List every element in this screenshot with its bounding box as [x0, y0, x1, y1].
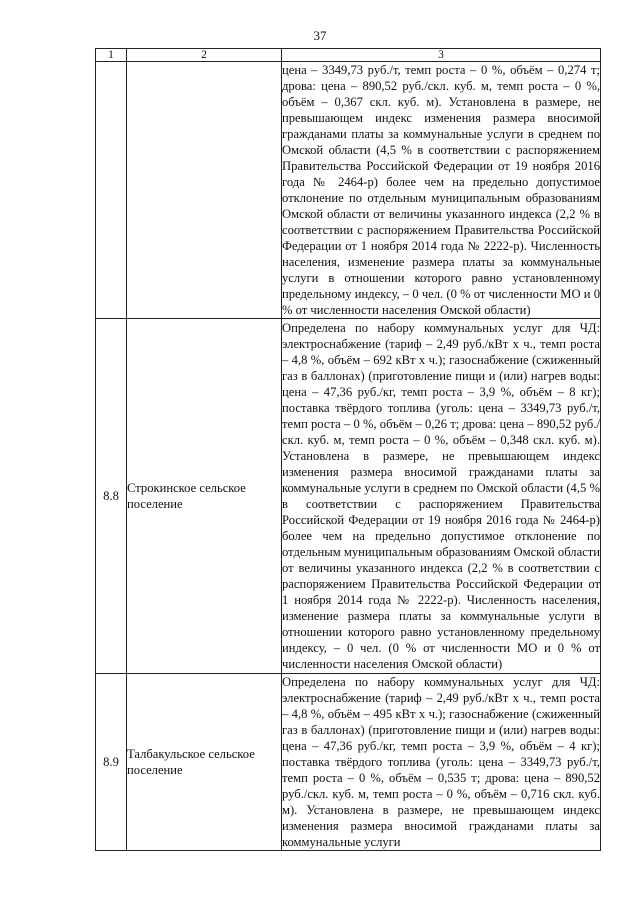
municipality-name — [127, 62, 282, 319]
column-header-3: 3 — [282, 49, 601, 62]
row-number: 8.8 — [96, 319, 127, 674]
tariff-table — [95, 48, 601, 851]
column-header-1: 1 — [96, 49, 127, 62]
municipality-name: Талбакульское сельское поселение — [127, 674, 282, 851]
row-number: 8.9 — [96, 674, 127, 851]
table-row — [96, 62, 601, 319]
municipality-name: Строкинское сельское поселение — [127, 319, 282, 674]
row-description: Определена по набору коммунальных услуг для ЧД: электроснабжение (тариф – 2,49 руб./кВт х ч., темп роста – 4,8 %, объём – 692 кВт х ч.); газоснабжение (сжиженный газ в баллонах) (приготовление пищи и (или) нагрев воды: цена – 47,36 руб./кг, темп роста – 3,9 %, объём – 8 кг); поставка твёрдого топлива (уголь: цена – 3349,73 руб./т, темп роста – 0 %, объём – 0,26 т; дрова: цена – 890,52 руб./скл. куб. м, темп роста – 0 %, объём – 0,348 скл. куб. м). Установлена в размере, не превышающем индекс изменения размера вносимой гражданами платы за коммунальные услуги в среднем по Омской области (4,5 % в соответствии с распоряжением Правительства Российской Федерации от 19 ноября 2016 года № 2464-р) более чем на предельно допустимое отклонение по отдельным муниципальным образованиям Омской области от величины указанного индекса (2,2 % в соответствии с распоряжением Правительства Российской Федерации от 1 ноября 2014 года № 2222-р). Численность населения, изменение размера платы за коммунальные услуги в отношении которого равно установленному предельному индексу, – 0 чел. (0 % от численности МО и 0 % от численности населения Омской области) — [282, 321, 600, 671]
page-number: 37 — [313, 28, 327, 43]
table-row — [96, 674, 601, 851]
table-row — [96, 319, 601, 674]
row-description: цена – 3349,73 руб./т, темп роста – 0 %, объём – 0,274 т; дрова: цена – 890,52 руб./скл. куб. м, темп роста – 0 %, объём – 0,367 скл. куб. м). Установлена в размере, не превышающем индекс изменения размера вносимой гражданами платы за коммунальные услуги в среднем по Омской области (4,5 % в соответствии с распоряжением Правительства Российской Федерации от 19 ноября 2016 года № 2464-р) более чем на предельно допустимое отклонение по отдельным муниципальным образованиям Омской области от величины указанного индекса (2,2 % в соответствии с распоряжением Правительства Российской Федерации от 1 ноября 2014 года № 2222-р). Численность населения, изменение размера платы за коммунальные услуги в отношении которого равно установленному предельному индексу, – 0 чел. (0 % от численности МО и 0 % от численности населения Омской области) — [282, 63, 600, 317]
row-description: Определена по набору коммунальных услуг для ЧД: электроснабжение (тариф – 2,49 руб./кВт х ч., темп роста – 4,8 %, объём – 495 кВт х ч.); газоснабжение (сжиженный газ в баллонах) (приготовление пищи и (или) нагрев воды: цена – 47,36 руб./кг, темп роста – 3,9 %, объём – 4 кг); поставка твёрдого топлива (уголь: цена – 3349,73 руб./т, темп роста – 0 %, объём – 0,535 т; дрова: цена – 890,52 руб./скл. куб. м, темп роста – 0 %, объём – 0,716 скл. куб. м). Установлена в размере, не превышающем индекс изменения размера вносимой гражданами платы за коммунальные услуги — [282, 675, 600, 849]
row-number — [96, 62, 127, 319]
table-header-row — [96, 49, 601, 62]
column-header-2: 2 — [127, 49, 282, 62]
